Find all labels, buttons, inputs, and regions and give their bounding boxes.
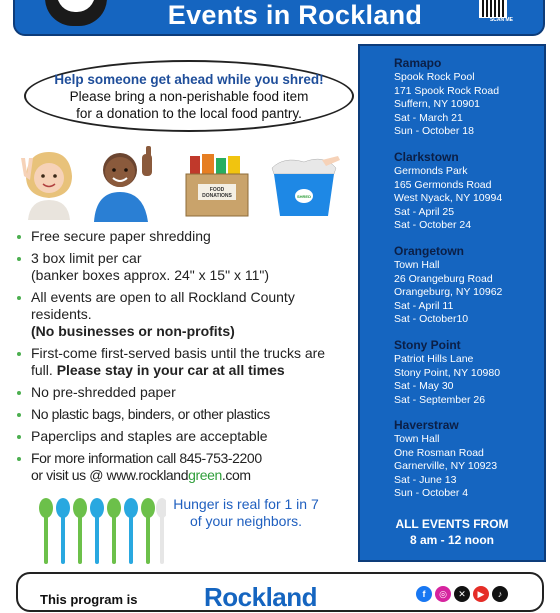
footer <box>16 572 544 612</box>
instagram-icon[interactable]: ◎ <box>435 586 451 602</box>
list-item: All events are open to all Rockland County residents. (No businesses or non-profits) <box>16 289 346 340</box>
list-item: No pre-shredded paper <box>16 384 346 401</box>
tiktok-icon[interactable]: ♪ <box>492 586 508 602</box>
youtube-icon[interactable]: ▶ <box>473 586 489 602</box>
spoons-illustration <box>36 496 166 566</box>
qr-label: SCAN ME <box>489 17 513 23</box>
x-icon[interactable]: ✕ <box>454 586 470 602</box>
callout-line-2: for a donation to the local food pantry. <box>76 106 302 121</box>
callout-line-1: Please bring a non-perishable food item <box>69 89 309 104</box>
list-item: 3 box limit per car (banker boxes approx. 24" x 15" x 11") <box>16 250 346 284</box>
location-ramapo: Ramapo Spook Rock Pool 171 Spook Rock Road Suffern, NY 10901 Sat - March 21 Sun - October 18 <box>394 56 500 137</box>
location-stony-point: Stony Point Patriot Hills Lane Stony Point, NY 10980 Sat - May 30 Sat - September 26 <box>394 338 501 406</box>
list-item: Paperclips and staples are acceptable <box>16 428 346 445</box>
child-thumbs-up-photo <box>86 142 162 222</box>
page-title: Events in Rockland <box>167 0 423 30</box>
donation-callout <box>24 60 354 132</box>
list-item: First-come first-served basis until the trucks are full. Please stay in your car at all times <box>16 345 346 379</box>
svg-text:SHRED: SHRED <box>296 194 312 199</box>
website-link[interactable]: or visit us @ www.rocklandgreen.com <box>31 467 251 483</box>
location-clarkstown: Clarkstown Germonds Park 165 Germonds Road West Nyack, NY 10994 Sat - April 25 Sat - October 24 <box>394 150 503 231</box>
location-haverstraw: Haverstraw Town Hall One Rosman Road Garnerville, NY 10923 Sat - June 13 Sun - October 4 <box>394 418 498 499</box>
list-item: For more information call 845-753-2200 or visit us @ www.rocklandgreen.com <box>16 450 346 484</box>
shredding-bin-photo <box>264 156 344 218</box>
locations-panel <box>358 44 546 562</box>
location-orangetown: Orangetown Town Hall 26 Orangeburg Road Orangeburg, NY 10962 Sat - April 11 Sat - October10 <box>394 244 503 325</box>
rockland-green-logo: Rockland <box>204 582 318 612</box>
box-label-line-1: FOOD <box>209 187 225 193</box>
facebook-icon[interactable]: f <box>416 586 432 602</box>
callout-headline: Help someone get ahead while you shred! <box>54 72 324 87</box>
hunger-message: Hunger is real for 1 in 7 of your neighbors. <box>173 496 319 529</box>
footer-text: This program is <box>40 592 138 607</box>
child-peace-sign-photo <box>18 146 80 220</box>
list-item: No plastic bags, binders, or other plastics <box>16 406 346 423</box>
event-rules-list <box>16 228 346 489</box>
photo-row <box>16 140 346 222</box>
list-item: Free secure paper shredding <box>16 228 346 245</box>
header-banner <box>13 0 545 36</box>
qr-code-icon[interactable] <box>479 0 507 18</box>
county-logo-icon <box>45 0 107 26</box>
event-hours: ALL EVENTS FROM 8 am - 12 noon <box>395 517 509 547</box>
food-donation-box-photo <box>180 154 254 218</box>
box-label-line-2: DONATIONS <box>202 193 232 199</box>
